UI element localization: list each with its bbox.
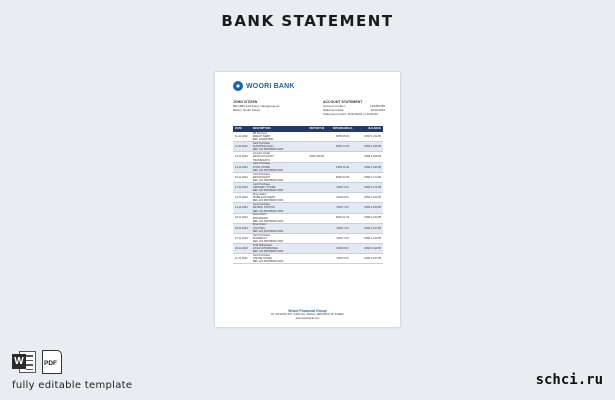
account-number-value: 123456789	[369, 104, 385, 108]
table-row	[233, 224, 383, 234]
header-description: DESCRIPTION	[252, 127, 271, 131]
cell-date: 13.11.2022	[235, 165, 248, 169]
table-row	[233, 132, 383, 142]
cell-date: 29.11.2022	[235, 247, 248, 251]
cell-withdrawal: KRW 11.00	[336, 165, 350, 169]
cell-balance: KRW 2,134.85	[364, 216, 382, 220]
cell-withdrawal: KRW 23.00	[335, 175, 350, 179]
cell-balance: KRW 2,195.85	[364, 165, 382, 169]
cell-description: Card Purchase PHARMACY REF 123 456789000 0000	[252, 233, 284, 244]
word-icon-letter: W	[12, 354, 26, 369]
account-number-label: Account number:	[323, 104, 346, 108]
cell-date: 15.11.2022	[235, 175, 248, 179]
table-row	[233, 183, 383, 193]
cell-withdrawal: KRW 5.00	[336, 257, 349, 261]
table-row	[233, 244, 383, 254]
transactions-table	[233, 126, 383, 264]
cell-description: Card Purchase SHOPPING MALL REF 123 456789000 0000	[252, 141, 284, 152]
cell-date: 27.11.2022	[235, 236, 248, 240]
cell-description: Card Purchase PETROL STATION REF 123 456789000 0000	[252, 203, 284, 213]
cell-balance: KRW 2,120.85	[364, 236, 382, 240]
header-balance: BALANCE	[368, 127, 382, 131]
cell-balance: KRW 2,206.85	[364, 155, 382, 159]
statement-document	[215, 72, 400, 327]
cell-description: Card Purchase RESTAURANT REF 123 456789000 0000	[252, 172, 284, 182]
footer-website: www.wooribank.com	[295, 316, 320, 320]
cell-balance: KRW 1,211.85	[364, 134, 382, 138]
cell-date: 25.11.2022	[235, 226, 248, 230]
cell-date: 13.11.2022	[235, 155, 248, 159]
table-row	[233, 193, 383, 203]
cell-description: Bill Payment DIRECT DEBIT REF 1234567890	[252, 131, 274, 142]
cell-balance: KRW 2,127.85	[364, 226, 382, 230]
cell-withdrawal: KRW 21.00	[335, 216, 350, 220]
table-row	[233, 254, 383, 264]
cell-date: 17.11.2022	[235, 185, 248, 189]
table-row	[233, 173, 383, 183]
bank-name: WOORI BANK	[246, 82, 295, 90]
header-date: DATE	[235, 127, 242, 131]
cell-description: Counter Credit FROM ACCOUNT TRANSFER IN	[252, 152, 274, 162]
cell-balance: KRW 2,162.85	[364, 196, 382, 200]
cell-balance: KRW 2,171.85	[364, 185, 382, 189]
header-withdrawals: WITHDRAWALS	[332, 127, 353, 131]
file-format-icons	[12, 350, 62, 374]
customer-block	[233, 100, 313, 112]
customer-address-1: Bld 1684 123-Dong, Hangjeong-gu	[233, 104, 280, 108]
cell-date: 11.11.2022	[235, 145, 248, 149]
cell-date: 19.11.2022	[235, 196, 248, 200]
cell-withdrawal: KRW 14.00	[335, 145, 350, 149]
cell-description: Direct Debit MOBILE PAYMENT REF 123 456789000 0000	[252, 192, 284, 203]
statement-date-label: Statement date:	[323, 108, 345, 112]
bank-logo	[233, 81, 295, 91]
cell-withdrawal: KRW 9.00	[336, 196, 349, 200]
customer-name: JOHN CITIZEN	[233, 100, 258, 104]
footer-address: 51, SOGONG-RO, JUNG-GU, SEOUL, REPUBLIC OF KOREA	[271, 313, 344, 317]
customer-address-2: Busan, South Korea	[233, 108, 260, 112]
cell-description: Direct Debit INSURANCE REF 123 456789000 0000	[252, 213, 284, 223]
cell-balance: KRW 2,112.85	[364, 247, 382, 251]
page-heading: BANK STATEMENT	[221, 12, 394, 30]
header-deposit: DEPOSIT IN	[309, 127, 325, 131]
cell-date: 11.11.2022	[235, 134, 248, 138]
template-caption: fully editable template	[12, 380, 133, 391]
pdf-file-icon	[42, 350, 62, 374]
cell-date: 11.11.2022	[235, 257, 248, 261]
table-row	[233, 163, 383, 173]
cell-description: Card Purchase FOOD STORE REF 123 456789000 0000	[252, 162, 284, 172]
pdf-icon-label: PDF	[44, 360, 57, 367]
cell-date: 21.11.2022	[235, 206, 248, 210]
cell-description: ATM Withdrawal CASH WITHDRAWAL REF 123 456789000 0000	[252, 243, 284, 254]
cell-deposit: KRW 300.00	[309, 155, 325, 159]
cell-withdrawal: KRW 8.00	[336, 247, 349, 251]
statement-date-value: 12/11/2022	[370, 108, 385, 112]
cell-withdrawal: KRW 1.00	[336, 185, 349, 189]
cell-withdrawal: KRW 7.00	[336, 226, 349, 230]
cell-withdrawal: KRW 7.00	[336, 236, 349, 240]
table-row	[233, 234, 383, 244]
cell-balance: KRW 1,196.85	[364, 145, 382, 149]
table-row	[233, 203, 383, 213]
cell-balance: KRW 2,155.85	[364, 206, 382, 210]
cell-balance: KRW 2,172.85	[364, 175, 382, 179]
cell-description: Direct Debit UTILITIES REF 123 456789000 0000	[252, 223, 284, 233]
cell-withdrawal: KRW 7.00	[336, 206, 349, 210]
cell-description: Card Purchase GROCERY STORE REF 123 456789000 0000	[252, 182, 284, 193]
bank-logo-icon	[233, 81, 243, 91]
statement-period-label: Statement period: 10/11/2022 to 12/11/22	[323, 112, 378, 116]
account-block	[323, 100, 385, 116]
cell-description: Card Purchase ONLINE STORE REF 123 456789000 0000	[252, 254, 284, 264]
cell-date: 23.11.2022	[235, 216, 248, 220]
footer-org: Woori Financial Group	[288, 309, 327, 313]
site-watermark[interactable]: schci.ru	[535, 372, 603, 388]
table-body	[233, 132, 383, 264]
cell-withdrawal: KRW 95.00	[335, 134, 350, 138]
account-title: ACCOUNT STATEMENT	[323, 100, 363, 104]
word-file-icon	[12, 350, 36, 374]
cell-balance: KRW 2,107.85	[364, 257, 382, 261]
table-row	[233, 142, 383, 152]
document-footer	[215, 310, 400, 320]
